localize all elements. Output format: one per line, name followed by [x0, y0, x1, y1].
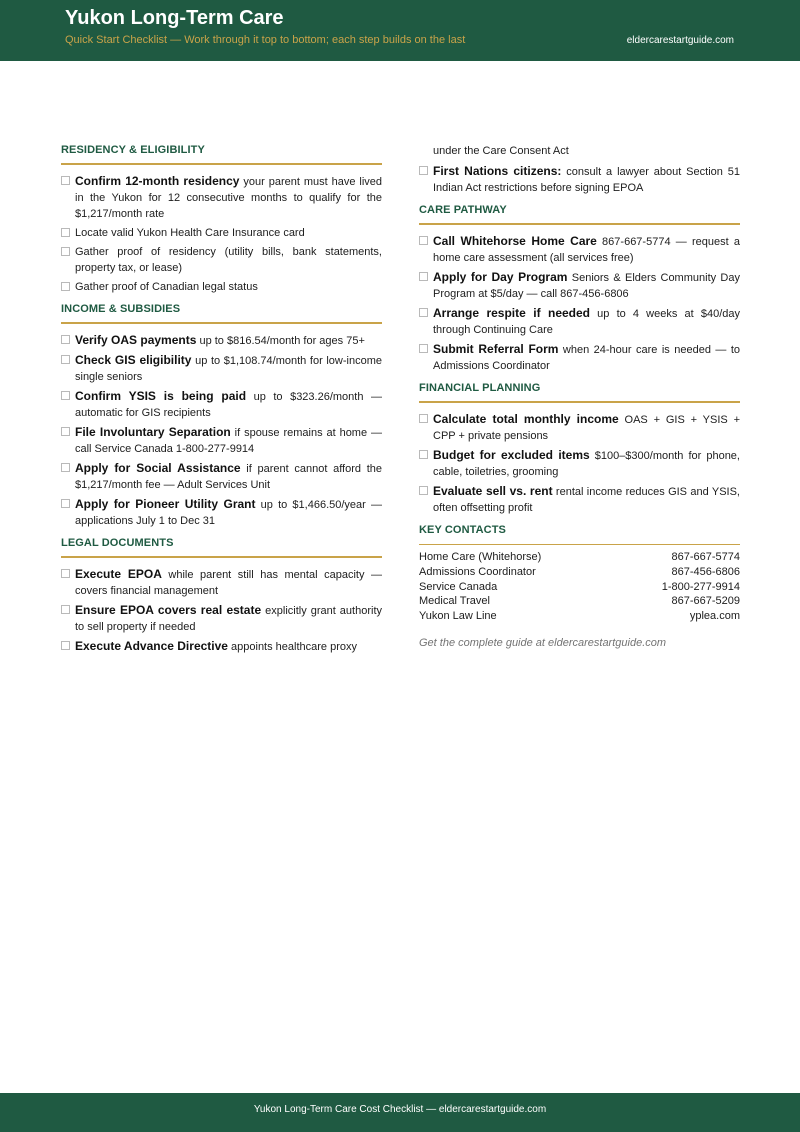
contact-row [419, 594, 740, 609]
item-title: Confirm YSIS is being paid [75, 389, 247, 403]
item-body [75, 388, 382, 421]
left-column [61, 143, 382, 658]
item-title: Arrange respite if needed [433, 306, 591, 320]
checklist-item [61, 602, 382, 635]
item-text: if spouse remains at home — call Service Canada 1-800-277-9914 [75, 427, 383, 455]
section-divider [419, 401, 740, 403]
checkbox[interactable] [61, 391, 70, 400]
checklist-item [419, 483, 740, 516]
checkbox[interactable] [419, 344, 428, 353]
item-title: File Involuntary Separation [75, 425, 231, 439]
item-body [75, 332, 382, 349]
item-title: Confirm 12-month residency [75, 174, 240, 188]
section-residency [61, 143, 382, 295]
item-text: up to $323.26/month — automatic for GIS recipients [75, 391, 383, 419]
checklist-item [419, 233, 740, 266]
item-title: Execute Advance Directive [75, 639, 228, 653]
item-text: if parent cannot afford the $1,217/month fee — Adult Services Unit [75, 463, 382, 491]
item-text: OAS + GIS + YSIS + CPP + private pensions [433, 414, 740, 442]
item-body [75, 460, 382, 493]
checkbox[interactable] [419, 414, 428, 423]
item-title: Evaluate sell vs. rent [433, 484, 553, 498]
section-financial-planning [419, 381, 740, 516]
item-title: Ensure EPOA covers real estate [75, 603, 262, 617]
checklist-item [61, 424, 382, 457]
item-title: Calculate total monthly income [433, 412, 619, 426]
section-legal [61, 536, 382, 655]
checklist-item [419, 269, 740, 302]
right-column [419, 143, 740, 649]
section-divider [61, 163, 382, 165]
item-text: $100–$300/month for phone, cable, toiletries, grooming [433, 450, 740, 478]
item-body [75, 496, 382, 529]
item-body [75, 638, 382, 655]
item-body [75, 279, 382, 295]
checkbox[interactable] [61, 335, 70, 344]
contact-name: Home Care (Whitehorse) [419, 551, 542, 563]
checkbox[interactable] [61, 247, 70, 256]
checkbox[interactable] [61, 176, 70, 185]
checklist-item [419, 411, 740, 444]
checkbox[interactable] [61, 427, 70, 436]
checkbox[interactable] [61, 282, 70, 291]
item-body [75, 173, 382, 222]
contact-value: 867-667-5209 [671, 595, 740, 608]
checklist-item [419, 163, 740, 196]
checklist-item [61, 225, 382, 241]
contact-name: Service Canada [419, 580, 498, 593]
item-body [433, 483, 740, 516]
checklist-item [61, 332, 382, 349]
section-title: LEGAL DOCUMENTS [61, 537, 174, 549]
item-body [433, 411, 740, 444]
item-body [433, 305, 740, 338]
contact-name: Medical Travel [419, 595, 490, 608]
item-title: Verify OAS payments [75, 333, 197, 347]
section-key-contacts [419, 523, 740, 649]
item-text: Gather proof of Canadian legal status [75, 281, 258, 293]
page-header [0, 0, 800, 61]
item-text: when 24-hour care is needed — to Admissions Coordinator [433, 344, 740, 372]
item-text: while parent still has mental capacity — covers financial management [75, 569, 382, 597]
section-title: CARE PATHWAY [419, 204, 507, 216]
item-title: Apply for Social Assistance [75, 461, 241, 475]
contact-row [419, 565, 740, 580]
section-divider [61, 322, 382, 324]
item-title: Apply for Pioneer Utility Grant [75, 497, 256, 511]
continued-text: under the Care Consent Act [433, 145, 569, 157]
item-body [75, 244, 382, 276]
item-title: Call Whitehorse Home Care [433, 234, 597, 248]
item-title: Execute EPOA [75, 567, 162, 581]
item-text: up to 4 weeks at $40/day through Continuing Care [433, 308, 740, 336]
guide-link-text[interactable]: Get the complete guide at eldercarestartguide.com [419, 636, 667, 649]
item-body [433, 163, 740, 196]
item-body [75, 352, 382, 385]
item-body [433, 269, 740, 302]
checkbox[interactable] [419, 236, 428, 245]
item-title: Submit Referral Form [433, 342, 559, 356]
item-body [75, 424, 382, 457]
header-site-link[interactable]: eldercarestartguide.com [626, 35, 734, 46]
contact-name: Admissions Coordinator [419, 565, 536, 578]
checklist-item [61, 496, 382, 529]
page-title: Yukon Long-Term Care [65, 7, 284, 29]
item-title: Apply for Day Program [433, 270, 568, 284]
contact-row [419, 609, 740, 624]
item-body [75, 602, 382, 635]
section-care-pathway [419, 203, 740, 374]
item-text: up to $1,108.74/month for low-income single seniors [75, 355, 382, 383]
item-text: 867-667-5774 — request a home care assessment (all services free) [433, 236, 740, 264]
checklist-item [61, 460, 382, 493]
checklist-item [61, 566, 382, 599]
section-title: RESIDENCY & ELIGIBILITY [61, 144, 205, 156]
contact-value[interactable]: yplea.com [689, 610, 740, 623]
item-body [433, 233, 740, 266]
item-text: rental income reduces GIS and YSIS, often offsetting profit [433, 486, 740, 514]
checkbox[interactable] [61, 463, 70, 472]
checkbox[interactable] [61, 569, 70, 578]
checkbox[interactable] [419, 166, 428, 175]
item-title: Check GIS eligibility [75, 353, 192, 367]
item-title: First Nations citizens: [433, 164, 562, 178]
item-text: consult a lawyer about Section 51 Indian Act restrictions before signing EPOA [433, 166, 741, 194]
contact-value: 867-456-6806 [671, 565, 740, 578]
page-footer [0, 1093, 800, 1132]
contact-value: 1-800-277-9914 [661, 580, 740, 593]
checklist-item [61, 388, 382, 421]
checkbox[interactable] [61, 499, 70, 508]
section-income [61, 302, 382, 529]
checklist-item [61, 638, 382, 655]
item-text: Seniors & Elders Community Day Program at $5/day — call 867-456-6806 [433, 272, 740, 300]
item-text: Gather proof of residency (utility bills, bank statements, property tax, or lease) [75, 246, 382, 274]
contact-name: Yukon Law Line [419, 610, 497, 623]
checklist-item [61, 352, 382, 385]
checkbox[interactable] [61, 605, 70, 614]
page-subtitle: Quick Start Checklist — Work through it top to bottom; each step builds on the last [65, 34, 466, 46]
item-text: Locate valid Yukon Health Care Insurance card [75, 227, 305, 239]
checklist-item [61, 244, 382, 276]
section-title: KEY CONTACTS [419, 524, 506, 536]
item-body [433, 341, 740, 374]
checklist-item [61, 279, 382, 295]
item-text: up to $1,466.50/year — applications July 1 to Dec 31 [75, 499, 382, 527]
item-title: Budget for excluded items [433, 448, 590, 462]
section-divider [61, 556, 382, 558]
section-divider [419, 223, 740, 225]
item-text: up to $816.54/month for ages 75+ [196, 335, 365, 347]
checkbox[interactable] [61, 228, 70, 237]
section-title: FINANCIAL PLANNING [419, 382, 541, 394]
contact-row [419, 580, 740, 595]
footer-text: Yukon Long-Term Care Cost Checklist — eldercarestartguide.com [253, 1104, 547, 1115]
checkbox[interactable] [419, 486, 428, 495]
item-body [75, 566, 382, 599]
checklist-item [419, 305, 740, 338]
contact-row [419, 550, 740, 565]
checklist-item [419, 447, 740, 480]
item-text: appoints healthcare proxy [227, 641, 357, 653]
item-text: explicitly grant authority to sell property if needed [75, 605, 382, 633]
item-body [75, 225, 382, 241]
item-body [433, 447, 740, 480]
checkbox[interactable] [419, 272, 428, 281]
contacts-table [419, 544, 740, 624]
item-text: your parent must have lived in the Yukon for 12 consecutive months to qualify for the $1,217/month rate [75, 176, 382, 220]
checklist-item [419, 341, 740, 374]
section-title: INCOME & SUBSIDIES [61, 303, 181, 315]
checkbox[interactable] [419, 308, 428, 317]
checkbox[interactable] [61, 641, 70, 650]
checklist-item [61, 173, 382, 222]
contact-value: 867-667-5774 [671, 551, 740, 563]
checkbox[interactable] [419, 450, 428, 459]
checkbox[interactable] [61, 355, 70, 364]
